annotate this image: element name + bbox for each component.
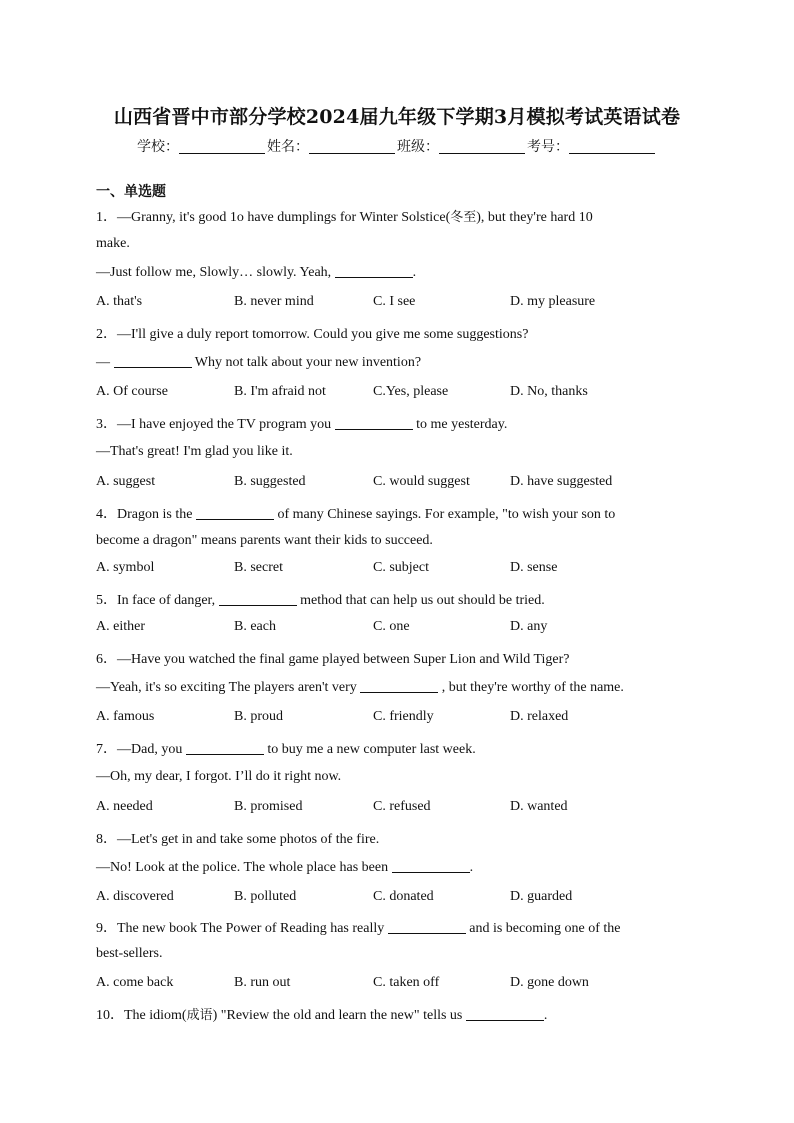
question-2-line-2 — [96, 354, 700, 371]
question-8-line-2 — [96, 859, 700, 876]
option-a[interactable]: A. suggest — [96, 474, 156, 489]
question-4-line-2: become a dragon" means parents want their kids to succeed. — [96, 533, 433, 548]
option-c[interactable]: C. donated — [373, 889, 434, 904]
question-number: 6． — [96, 652, 117, 667]
option-a[interactable]: A. come back — [96, 975, 174, 990]
question-text: Why not talk about your new invention? — [191, 355, 422, 370]
option-b[interactable]: B. secret — [234, 560, 283, 575]
section-title: 一、单选题 — [96, 184, 166, 200]
question-number: 10． — [96, 1008, 124, 1023]
answer-blank[interactable] — [219, 592, 297, 606]
question-1-line-1 — [96, 206, 700, 226]
question-text: —Granny, it's good 1o have dumplings for Winter Solstice( — [117, 210, 451, 225]
name-blank[interactable] — [309, 139, 395, 154]
name-label: 姓名： — [267, 139, 309, 155]
question-4-options — [96, 560, 700, 580]
question-10-line-1 — [96, 1004, 700, 1024]
option-c[interactable]: C. friendly — [373, 709, 434, 724]
question-2-line-1 — [96, 323, 700, 343]
answer-blank[interactable] — [335, 416, 413, 430]
option-b[interactable]: B. run out — [234, 975, 291, 990]
school-label: 学校： — [137, 139, 179, 155]
question-number: 2． — [96, 327, 117, 342]
page-title: 山西省晋中市部分学校2024届九年级下学期3月模拟考试英语试卷 — [113, 106, 681, 128]
answer-blank[interactable] — [186, 741, 264, 755]
option-c[interactable]: C. refused — [373, 799, 431, 814]
exam-number-blank[interactable] — [569, 139, 655, 154]
option-d[interactable]: D. my pleasure — [510, 294, 596, 309]
question-text: Dragon is the — [117, 507, 196, 522]
answer-blank[interactable] — [114, 354, 192, 368]
option-b[interactable]: B. never mind — [234, 294, 314, 309]
option-d[interactable]: D. sense — [510, 560, 558, 575]
question-number: 3． — [96, 417, 117, 432]
answer-blank[interactable] — [360, 679, 438, 693]
option-a[interactable]: A. famous — [96, 709, 155, 724]
option-a[interactable]: A. either — [96, 619, 145, 634]
chinese-gloss: 成语 — [186, 1008, 213, 1023]
option-b[interactable]: B. proud — [234, 709, 283, 724]
question-text: method that can help us out should be tried. — [296, 593, 545, 608]
question-2-options — [96, 384, 700, 404]
question-5-line-1 — [96, 589, 700, 609]
question-7-options — [96, 799, 700, 819]
question-text: In face of danger, — [117, 593, 219, 608]
question-text: —Dad, you — [117, 742, 186, 757]
class-blank[interactable] — [439, 139, 525, 154]
option-d[interactable]: D. No, thanks — [510, 384, 588, 399]
question-3-options — [96, 474, 700, 494]
question-number: 9． — [96, 921, 117, 936]
question-number: 4． — [96, 507, 117, 522]
question-text: of many Chinese sayings. For example, "to wish your son to — [273, 507, 616, 522]
question-1-options — [96, 294, 700, 314]
option-b[interactable]: B. polluted — [234, 889, 297, 904]
question-text: —Yeah, it's so exciting The players aren't very — [96, 680, 361, 695]
option-a[interactable]: A. symbol — [96, 560, 155, 575]
answer-blank[interactable] — [388, 920, 466, 934]
answer-blank[interactable] — [196, 506, 274, 520]
question-7-line-2: —Oh, my dear, I forgot. I’ll do it right now. — [96, 769, 342, 784]
option-c[interactable]: C. taken off — [373, 975, 440, 990]
option-a[interactable]: A. discovered — [96, 889, 174, 904]
question-5-options — [96, 619, 700, 639]
class-label: 班级： — [397, 139, 439, 155]
question-text: to me yesterday. — [412, 417, 508, 432]
question-6-line-1 — [96, 648, 700, 668]
option-b[interactable]: B. promised — [234, 799, 303, 814]
option-b[interactable]: B. each — [234, 619, 276, 634]
option-c[interactable]: C. would suggest — [373, 474, 470, 489]
question-text: —Let's get in and take some photos of the fire. — [117, 832, 380, 847]
option-d[interactable]: D. wanted — [510, 799, 568, 814]
option-d[interactable]: D. have suggested — [510, 474, 613, 489]
question-text: to buy me a new computer last week. — [263, 742, 476, 757]
question-text: —Just follow me, Slowly… slowly. Yeah, — [96, 265, 335, 280]
question-text: —No! Look at the police. The whole place has been — [96, 860, 392, 875]
question-text: —I'll give a duly report tomorrow. Could you give me some suggestions? — [117, 327, 529, 342]
question-1-line-2: make. — [96, 236, 130, 251]
question-6-line-2 — [96, 679, 700, 696]
option-d[interactable]: D. any — [510, 619, 548, 634]
question-text: — — [96, 355, 114, 370]
question-9-line-1 — [96, 917, 700, 937]
answer-blank[interactable] — [392, 859, 470, 873]
answer-blank[interactable] — [335, 264, 413, 278]
option-a[interactable]: A. that's — [96, 294, 143, 309]
question-text: and is becoming one of the — [465, 921, 621, 936]
question-3-line-1 — [96, 413, 700, 433]
question-8-line-1 — [96, 828, 700, 848]
question-3-line-2: —That's great! I'm glad you like it. — [96, 444, 293, 459]
question-number: 8． — [96, 832, 117, 847]
question-text: —Have you watched the final game played between Super Lion and Wild Tiger? — [117, 652, 570, 667]
question-4-line-1 — [96, 503, 700, 523]
option-b[interactable]: B. suggested — [234, 474, 306, 489]
option-d[interactable]: D. guarded — [510, 889, 573, 904]
question-text: —I have enjoyed the TV program you — [117, 417, 335, 432]
question-9-line-2: best-sellers. — [96, 946, 163, 961]
option-c[interactable]: C. subject — [373, 560, 429, 575]
question-7-line-1 — [96, 738, 700, 758]
option-d[interactable]: D. gone down — [510, 975, 589, 990]
question-number: 7． — [96, 742, 117, 757]
question-text: . — [469, 860, 474, 875]
chinese-gloss: 冬至 — [450, 210, 477, 225]
question-6-options — [96, 709, 700, 729]
question-text: The idiom( — [124, 1008, 187, 1023]
option-d[interactable]: D. relaxed — [510, 709, 569, 724]
option-b[interactable]: B. I'm afraid not — [234, 384, 326, 399]
question-9-options — [96, 975, 700, 995]
question-text: , but they're worthy of the name. — [438, 680, 624, 695]
question-8-options — [96, 889, 700, 909]
question-text: ), but they're hard 10 — [476, 210, 593, 225]
answer-blank[interactable] — [466, 1007, 544, 1021]
option-a[interactable]: A. needed — [96, 799, 153, 814]
question-text: The new book The Power of Reading has really — [117, 921, 388, 936]
option-a[interactable]: A. Of course — [96, 384, 168, 399]
school-blank[interactable] — [179, 139, 265, 154]
question-1-line-3 — [96, 264, 700, 281]
question-number: 1． — [96, 210, 117, 225]
question-text: . — [543, 1008, 548, 1023]
option-c[interactable]: C. one — [373, 619, 410, 634]
question-number: 5． — [96, 593, 117, 608]
option-c[interactable]: C.Yes, please — [373, 384, 449, 399]
exam-number-label: 考号： — [527, 139, 569, 155]
student-info-row — [0, 136, 794, 156]
question-text: ) "Review the old and learn the new" tells us — [212, 1008, 466, 1023]
option-c[interactable]: C. I see — [373, 294, 416, 309]
question-text: . — [412, 265, 417, 280]
